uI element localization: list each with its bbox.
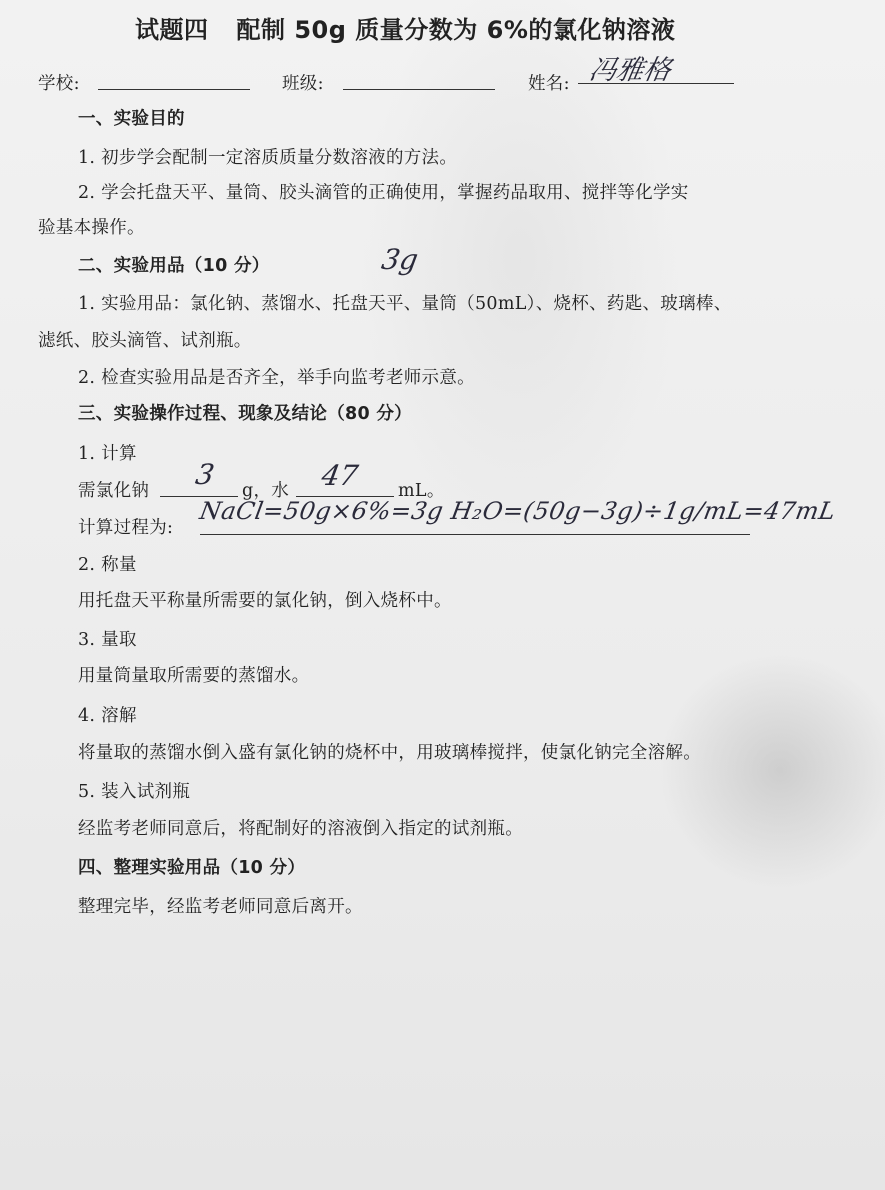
section-1-item-2: 2. 学会托盘天平、量筒、胶头滴管的正确使用，掌握药品取用、搅拌等化学实: [78, 183, 689, 203]
step-bottle-text: 经监考老师同意后，将配制好的溶液倒入指定的试剂瓶。: [78, 819, 523, 839]
section-4-text: 整理完毕，经监考老师同意后离开。: [78, 897, 363, 917]
step-measure-text: 用量筒量取所需要的蒸馏水。: [78, 666, 310, 686]
section-2-item-1-cont: 滤纸、胶头滴管、试剂瓶。: [38, 331, 252, 351]
section-3-heading: 三、实验操作过程、现象及结论（80 分）: [78, 404, 412, 424]
student-name-handwritten: 冯雅格: [586, 55, 674, 86]
school-label: 学校:: [38, 74, 80, 94]
class-blank: [343, 88, 495, 90]
school-blank: [98, 88, 250, 90]
step-weigh-text: 用托盘天平称量所需要的氯化钠，倒入烧杯中。: [78, 591, 452, 611]
name-label: 姓名:: [528, 74, 570, 94]
step-bottle-heading: 5. 装入试剂瓶: [78, 782, 191, 802]
handwritten-annotation: 3g: [379, 243, 421, 276]
section-2-item-2: 2. 检查实验用品是否齐全，举手向监考老师示意。: [78, 368, 475, 388]
step-measure-heading: 3. 量取: [78, 630, 137, 650]
nacl-unit: g，水: [242, 481, 290, 501]
section-1-item-1: 1. 初步学会配制一定溶质质量分数溶液的方法。: [78, 148, 458, 168]
nacl-label: 需氯化钠: [78, 481, 150, 501]
page-title: [135, 10, 675, 45]
section-2-item-1: 1. 实验用品：氯化钠、蒸馏水、托盘天平、量筒（50mL）、烧杯、药匙、玻璃棒、: [78, 294, 732, 314]
process-label: 计算过程为:: [78, 518, 174, 538]
step-weigh-heading: 2. 称量: [78, 555, 137, 575]
section-4-heading: 四、整理实验用品（10 分）: [78, 858, 306, 878]
nacl-answer-handwritten: 3: [193, 458, 217, 491]
water-unit: mL。: [398, 481, 445, 501]
water-answer-handwritten: 47: [319, 459, 361, 492]
process-blank: [200, 533, 750, 535]
section-1-item-2-cont: 验基本操作。: [38, 218, 145, 238]
class-label: 班级:: [282, 74, 324, 94]
title-number: 试题四: [135, 16, 209, 44]
calc-heading: 1. 计算: [78, 444, 137, 464]
step-dissolve-text: 将量取的蒸馏水倒入盛有氯化钠的烧杯中，用玻璃棒搅拌，使氯化钠完全溶解。: [78, 743, 701, 763]
process-handwritten: NaCl=50g×6%=3g H₂O=(50g−3g)÷1g/mL=47mL: [197, 497, 838, 525]
step-dissolve-heading: 4. 溶解: [78, 706, 137, 726]
section-2-heading: 二、实验用品（10 分）: [78, 256, 270, 276]
title-text: 配制 50g 质量分数为 6%的氯化钠溶液: [236, 16, 676, 44]
section-1-heading: 一、实验目的: [78, 109, 185, 129]
